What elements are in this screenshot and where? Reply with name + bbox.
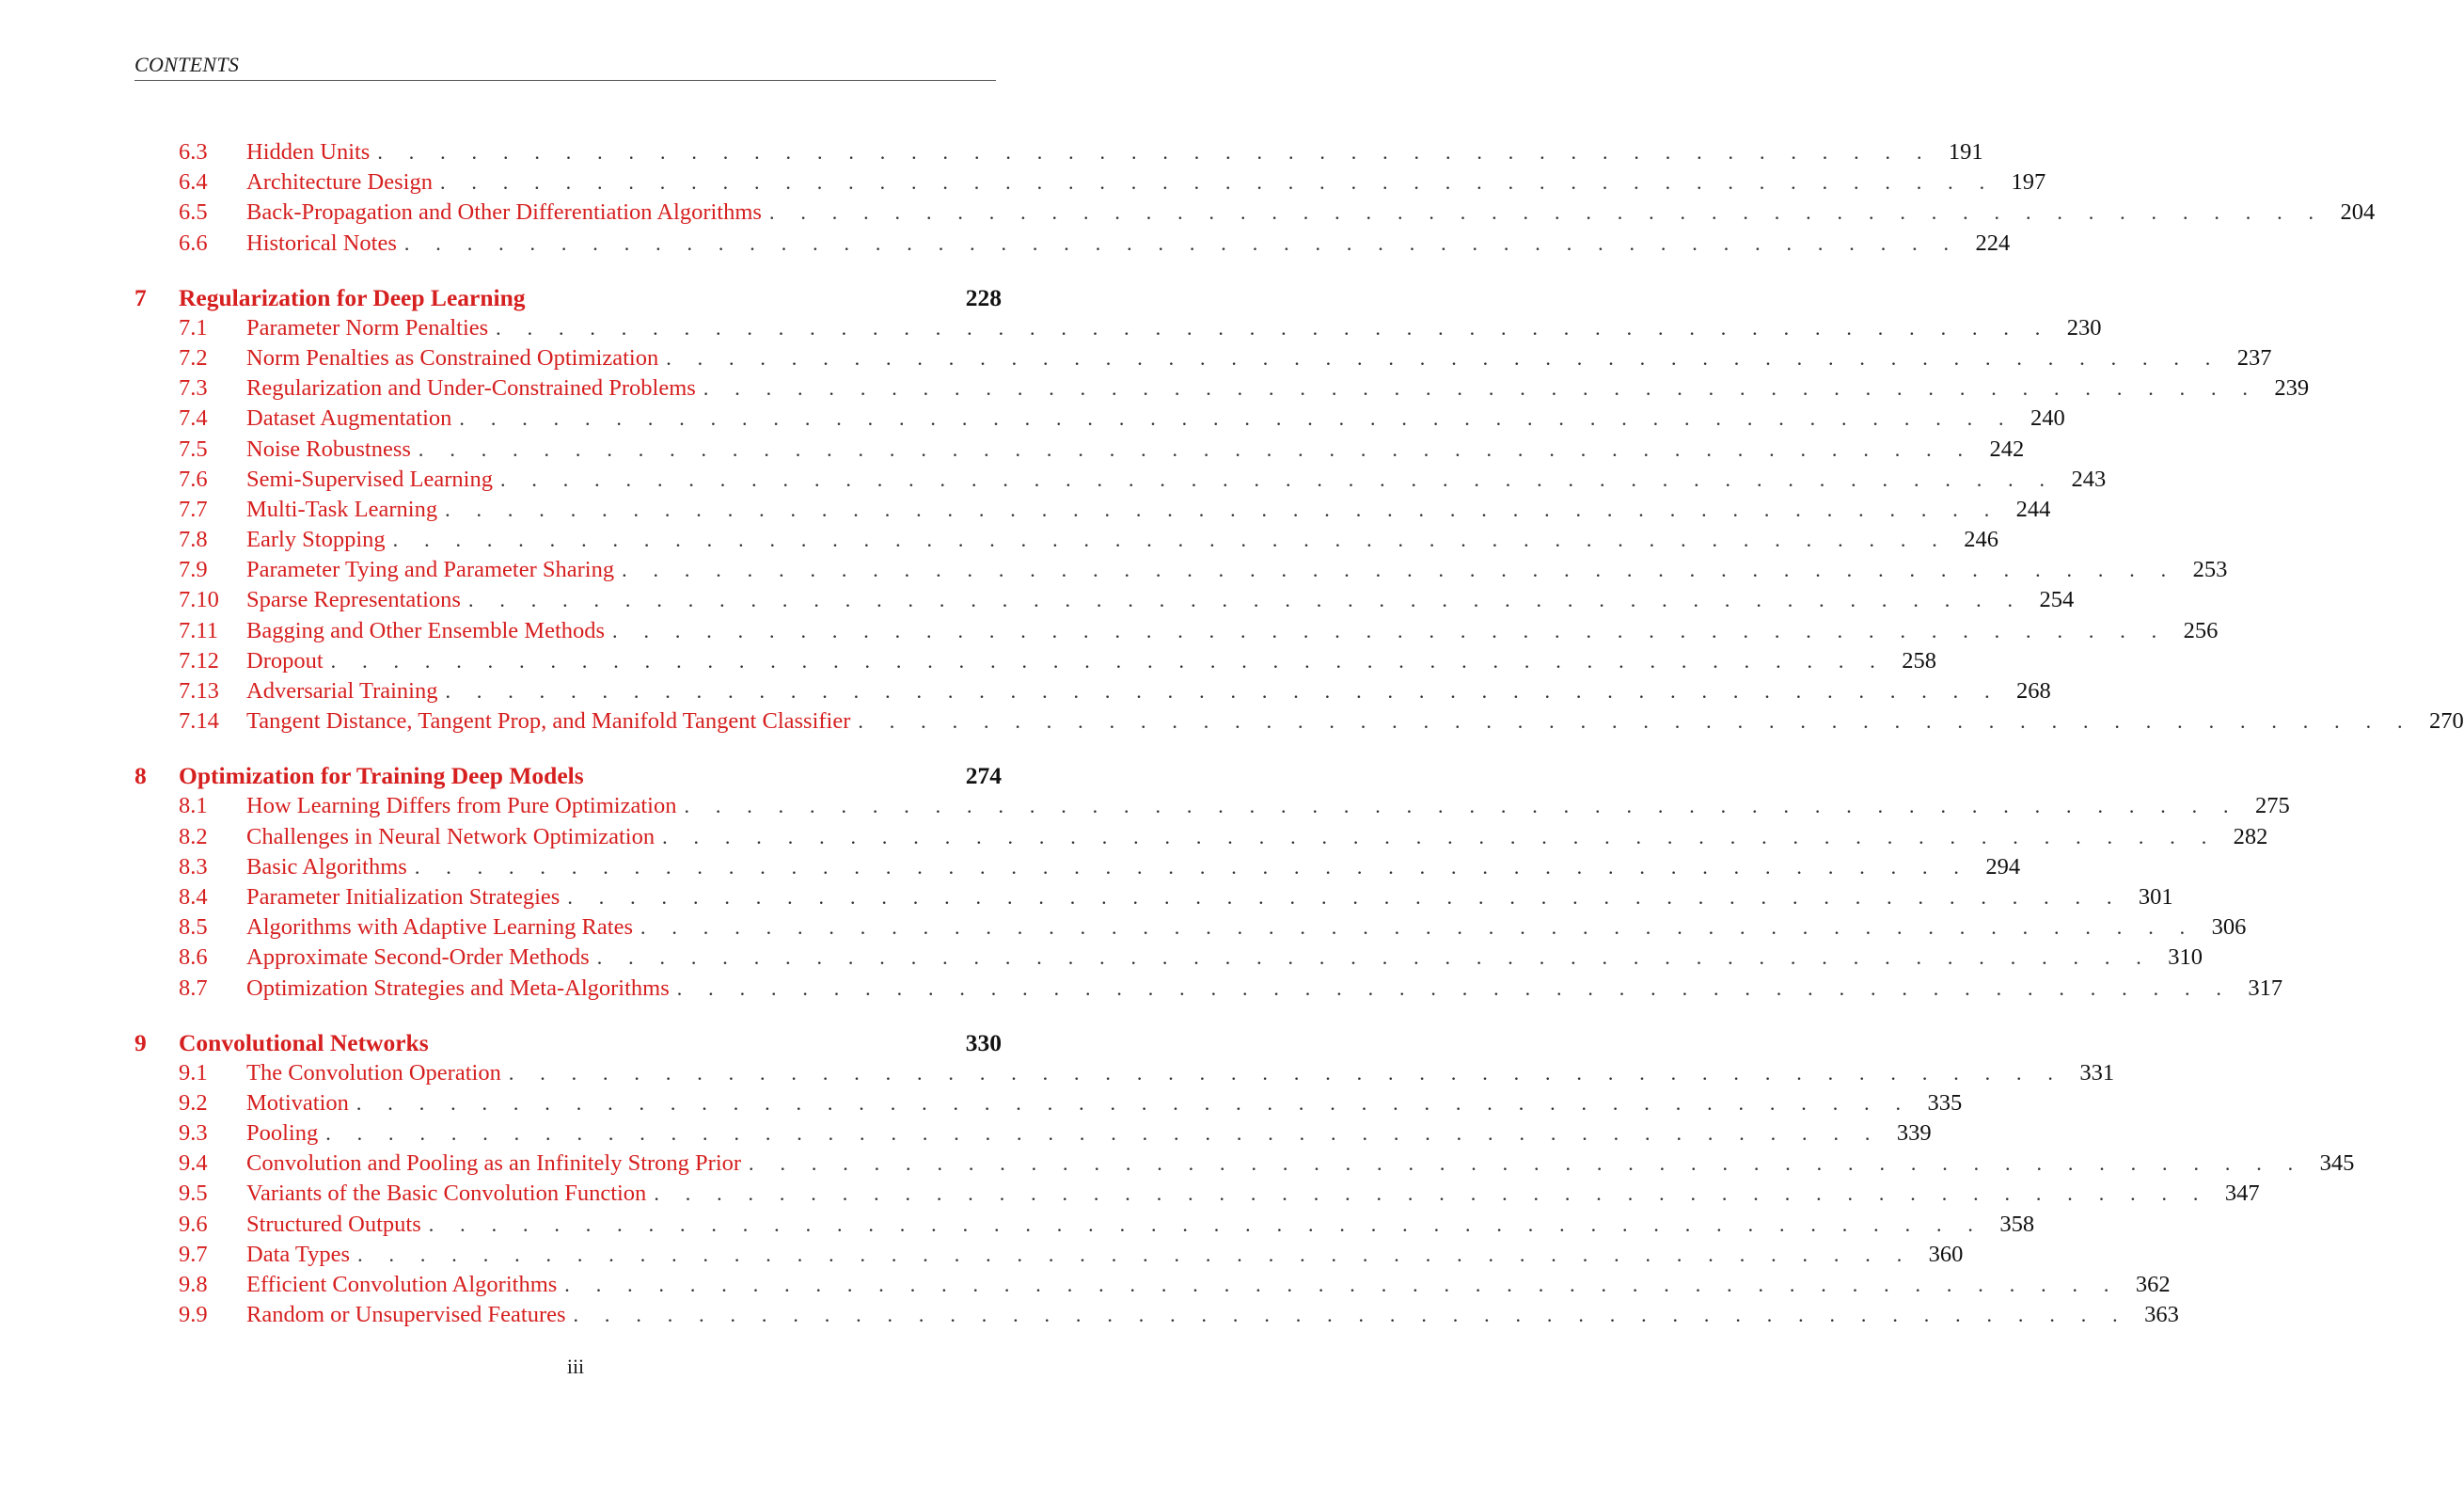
chapter-heading-link[interactable] xyxy=(134,760,1002,791)
toc-chapter xyxy=(134,1027,2355,1331)
section-number: 8.3 xyxy=(179,853,208,880)
section-number: 7.6 xyxy=(179,466,208,492)
toc-section-link[interactable] xyxy=(134,435,2025,465)
dot-leader: . . . . . . . . . . . . . . . . . . . . . . . . . . . . . . . . . . . . . . . . . . . . . . . . . . xyxy=(418,436,1974,461)
section-number: 7.5 xyxy=(179,436,208,462)
toc-section-link[interactable] xyxy=(134,943,2203,973)
dot-leader: . . . . . . . . . . . . . . . . . . . . . . . . . . . . . . . . . . . . . . . . . . . . . . . . . . xyxy=(357,1242,1913,1266)
section-title: Optimization Strategies and Meta-Algorithms xyxy=(246,975,670,1001)
toc-section-link[interactable] xyxy=(134,822,2268,852)
toc-section-link[interactable] xyxy=(134,1118,1932,1149)
section-number: 8.5 xyxy=(179,914,208,941)
section-number: 8.6 xyxy=(179,944,208,971)
dot-leader: . . . . . . . . . . . . . . . . . . . . . . . . . . . . . . . . . . . . . . . . . . . . . . . . . . xyxy=(330,648,1886,673)
chapter-title: Optimization for Training Deep Models xyxy=(179,762,584,790)
section-title: How Learning Differs from Pure Optimization xyxy=(246,793,677,819)
toc-section-link[interactable] xyxy=(134,167,2046,198)
toc-section-link[interactable] xyxy=(134,404,2065,434)
toc-section-link[interactable] xyxy=(134,585,2075,615)
section-page-number: 197 xyxy=(2011,169,2046,196)
dot-leader: . . . . . . . . . . . . . . . . . . . . . . . . . . . . . . . . . . . . . . . . . . . . . . . . . . xyxy=(355,1090,1912,1115)
dot-leader: . . . . . . . . . . . . . . . . . . . . . . . . . . . . . . . . . . . . . . . . . . . . . . . . . . xyxy=(703,376,2259,401)
dot-leader: . . . . . . . . . . . . . . . . . . . . . . . . . . . . . . . . . . . . . . . . . . . . . . . . . . xyxy=(596,945,2153,970)
running-head xyxy=(134,53,996,81)
section-page-number: 256 xyxy=(2183,617,2219,643)
section-title: Pooling xyxy=(246,1120,319,1147)
toc-section-link[interactable] xyxy=(134,1058,2115,1088)
toc-section-link[interactable] xyxy=(134,1270,2171,1300)
section-page-number: 363 xyxy=(2144,1302,2179,1328)
dot-leader: . . . . . . . . . . . . . . . . . . . . . . . . . . . . . . . . . . . . . . . . . . . . . . . . . . xyxy=(499,467,2056,491)
section-number: 9.4 xyxy=(179,1150,208,1177)
dot-leader: . . . . . . . . . . . . . . . . . . . . . . . . . . . . . . . . . . . . . . . . . . . . . . . . . . xyxy=(445,497,2000,521)
dot-leader: . . . . . . . . . . . . . . . . . . . . . . . . . . . . . . . . . . . . . . . . . . . . . . . . . . xyxy=(459,406,2014,431)
chapter-title: Convolutional Networks xyxy=(179,1028,429,1056)
dot-leader: . . . . . . . . . . . . . . . . . . . . . . . . . . . . . . . . . . . . . . . . . . . . . . . . . . xyxy=(564,1273,2120,1296)
section-title: Sparse Representations xyxy=(246,587,461,613)
dot-leader: . . . . . . . . . . . . . . . . . . . . . . . . . . . . . . . . . . . . . . . . . . . . . . . . . . xyxy=(496,315,2051,340)
section-number: 6.3 xyxy=(179,139,208,165)
section-page-number: 331 xyxy=(2079,1059,2115,1086)
toc-section-link[interactable] xyxy=(134,1149,2355,1179)
section-number: 8.7 xyxy=(179,975,208,1001)
section-title: Tangent Distance, Tangent Prop, and Manifold Tangent Classifier xyxy=(246,708,851,735)
section-title: Parameter Norm Penalties xyxy=(246,314,489,341)
dot-leader: . . . . . . . . . . . . . . . . . . . . . . . . . . . . . . . . . . . . . . . . . . . . . . . . . . xyxy=(567,884,2123,909)
section-title: The Convolution Operation xyxy=(246,1059,501,1086)
toc-section-link[interactable] xyxy=(134,974,2283,1004)
section-number: 7.13 xyxy=(179,678,219,704)
section-number: 6.4 xyxy=(179,169,208,196)
toc-section-link[interactable] xyxy=(134,465,2107,495)
section-number: 7.10 xyxy=(179,587,219,613)
chapter-page-number: 228 xyxy=(965,283,1002,311)
chapter-number: 7 xyxy=(134,283,147,311)
dot-leader: . . . . . . . . . . . . . . . . . . . . . . . . . . . . . . . . . . . . . . . . . . . . . . . . . . xyxy=(508,1060,2064,1085)
section-page-number: 258 xyxy=(1902,647,1936,674)
toc-section-link[interactable] xyxy=(134,229,2011,259)
section-number: 7.11 xyxy=(179,617,218,643)
section-number: 9.9 xyxy=(179,1302,208,1328)
chapter-heading-link[interactable] xyxy=(134,1027,1002,1058)
dot-leader: . . . . . . . . . . . . . . . . . . . . . . . . . . . . . . . . . . . . . . . . . . . . . . . . . . xyxy=(749,1151,2304,1176)
toc-section-link[interactable] xyxy=(134,198,2376,228)
chapter-page-number: 274 xyxy=(965,762,1002,790)
dot-leader: . . . . . . . . . . . . . . . . . . . . . . . . . . . . . . . . . . . . . . . . . . . . . . . . . . xyxy=(445,679,2000,703)
section-number: 9.3 xyxy=(179,1120,208,1147)
chapter-page-number: 330 xyxy=(965,1028,1002,1056)
toc-section-link[interactable] xyxy=(134,791,2290,821)
section-page-number: 360 xyxy=(1928,1241,1964,1267)
section-page-number: 345 xyxy=(2319,1150,2355,1177)
section-number: 9.8 xyxy=(179,1272,208,1297)
section-title: Bagging and Other Ensemble Methods xyxy=(246,617,606,643)
section-title: Back-Propagation and Other Differentiation Algorithms xyxy=(246,199,762,226)
section-title: Early Stopping xyxy=(246,527,386,553)
section-number: 6.5 xyxy=(179,199,208,226)
section-title: Regularization and Under-Constrained Problems xyxy=(246,375,696,402)
section-page-number: 242 xyxy=(1989,436,2025,462)
section-title: Motivation xyxy=(246,1089,349,1116)
section-page-number: 358 xyxy=(1999,1211,2035,1237)
toc-section-link[interactable] xyxy=(134,1240,1964,1270)
toc-section-link[interactable] xyxy=(134,1300,2179,1330)
section-page-number: 246 xyxy=(1964,527,1998,553)
toc-section-link[interactable] xyxy=(134,706,2464,737)
section-page-number: 362 xyxy=(2135,1272,2171,1297)
chapter-heading-link[interactable] xyxy=(134,282,1002,313)
section-page-number: 268 xyxy=(2016,678,2051,704)
section-title: Multi-Task Learning xyxy=(246,496,438,522)
toc-section-link[interactable] xyxy=(134,646,1936,676)
section-page-number: 282 xyxy=(2233,823,2268,849)
toc-section-link[interactable] xyxy=(134,676,2051,706)
section-title: Hidden Units xyxy=(246,139,371,165)
toc-section-link[interactable] xyxy=(134,373,2310,404)
section-number: 8.4 xyxy=(179,883,208,910)
dot-leader: . . . . . . . . . . . . . . . . . . . . . . . . . . . . . . . . . . . . . . . . . . . . . . . . . . xyxy=(676,975,2233,1000)
section-title: Approximate Second-Order Methods xyxy=(246,944,590,971)
section-number: 9.5 xyxy=(179,1181,208,1207)
toc-section-link[interactable] xyxy=(134,1088,1963,1118)
section-page-number: 254 xyxy=(2039,587,2075,613)
section-number: 7.1 xyxy=(179,314,208,341)
dot-leader: . . . . . . . . . . . . . . . . . . . . . . . . . . . . . . . . . . . . . . . . . . . . . . . . . . xyxy=(654,1181,2209,1206)
section-page-number: 301 xyxy=(2138,883,2173,910)
toc-section-link[interactable] xyxy=(134,555,2228,585)
chapter-number: 8 xyxy=(134,762,147,790)
section-title: Algorithms with Adaptive Learning Rates xyxy=(246,914,633,941)
section-number: 7.14 xyxy=(179,708,219,735)
dot-leader: . . . . . . . . . . . . . . . . . . . . . . . . . . . . . . . . . . . . . . . . . . . . . . . . . . xyxy=(684,794,2239,818)
toc-section-link[interactable] xyxy=(134,495,2051,525)
dot-leader: . . . . . . . . . . . . . . . . . . . . . . . . . . . . . . . . . . . . . . . . . . . . . . . . . . xyxy=(439,170,1996,195)
section-title: Random or Unsupervised Features xyxy=(246,1302,566,1328)
section-page-number: 339 xyxy=(1896,1120,1932,1147)
section-page-number: 244 xyxy=(2015,496,2051,522)
dot-leader: . . . . . . . . . . . . . . . . . . . . . . . . . . . . . . . . . . . . . . . . . . . . . . . . . . xyxy=(392,528,1948,552)
section-page-number: 230 xyxy=(2066,314,2102,341)
section-number: 9.2 xyxy=(179,1089,208,1116)
dot-leader: . . . . . . . . . . . . . . . . . . . . . . . . . . . . . . . . . . . . . . . . . . . . . . . . . . xyxy=(467,588,2024,612)
section-title: Architecture Design xyxy=(246,169,433,196)
toc-section-link[interactable] xyxy=(134,852,2021,882)
section-title: Dropout xyxy=(246,647,324,674)
section-page-number: 317 xyxy=(2248,975,2283,1001)
section-title: Basic Algorithms xyxy=(246,853,407,880)
page-number: iii xyxy=(566,1355,585,1378)
section-number: 7.3 xyxy=(179,375,208,402)
dot-leader: . . . . . . . . . . . . . . . . . . . . . . . . . . . . . . . . . . . . . . . . . . . . . . . . . . xyxy=(377,140,1933,164)
section-title: Parameter Initialization Strategies xyxy=(246,883,561,910)
dot-leader: . . . . . . . . . . . . . . . . . . . . . . . . . . . . . . . . . . . . . . . . . . . . . . . . . . xyxy=(403,230,1960,255)
toc-section-link[interactable] xyxy=(134,1210,2035,1240)
section-page-number: 310 xyxy=(2168,944,2203,971)
section-page-number: 224 xyxy=(1975,230,2011,256)
section-page-number: 294 xyxy=(1985,853,2021,880)
dot-leader: . . . . . . . . . . . . . . . . . . . . . . . . . . . . . . . . . . . . . . . . . . . . . . . . . . xyxy=(640,915,2196,940)
section-page-number: 204 xyxy=(2340,199,2376,226)
toc-section-link[interactable] xyxy=(134,313,2102,343)
section-page-number: 347 xyxy=(2224,1181,2260,1207)
dot-leader: . . . . . . . . . . . . . . . . . . . . . . . . . . . . . . . . . . . . . . . . . . . . . . . . . . xyxy=(325,1121,1881,1146)
toc-section-link[interactable] xyxy=(134,912,2247,943)
section-page-number: 240 xyxy=(2030,405,2065,432)
section-title: Convolution and Pooling as an Infinitely Strong Prior xyxy=(246,1150,742,1177)
dot-leader: . . . . . . . . . . . . . . . . . . . . . . . . . . . . . . . . . . . . . . . . . . . . . . . . . . xyxy=(662,824,2218,848)
section-page-number: 237 xyxy=(2236,344,2272,371)
dot-leader: . . . . . . . . . . . . . . . . . . . . . . . . . . . . . . . . . . . . . . . . . . . . . . . . . . xyxy=(612,618,2168,642)
dot-leader: . . . . . . . . . . . . . . . . . . . . . . . . . . . . . . . . . . . . . . . . . . . . . . . . . . xyxy=(768,200,2325,225)
toc-chapter xyxy=(134,760,2290,1003)
section-page-number: 253 xyxy=(2192,557,2228,583)
section-title: Parameter Tying and Parameter Sharing xyxy=(246,557,615,583)
toc-section-link[interactable] xyxy=(134,882,2173,912)
section-title: Variants of the Basic Convolution Function xyxy=(246,1181,647,1207)
section-page-number: 243 xyxy=(2071,466,2107,492)
section-number: 7.8 xyxy=(179,527,208,553)
section-number: 9.6 xyxy=(179,1211,208,1237)
section-title: Dataset Augmentation xyxy=(246,405,452,432)
section-page-number: 239 xyxy=(2274,375,2310,402)
section-title: Structured Outputs xyxy=(246,1211,421,1237)
section-number: 7.7 xyxy=(179,496,208,522)
toc-section-link[interactable] xyxy=(134,616,2219,646)
dot-leader: . . . . . . . . . . . . . . . . . . . . . . . . . . . . . . . . . . . . . . . . . . . . . . . . . . xyxy=(428,1212,1984,1236)
dot-leader: . . . . . . . . . . . . . . . . . . . . . . . . . . . . . . . . . . . . . . . . . . . . . . . . . . xyxy=(666,345,2221,370)
section-page-number: 335 xyxy=(1927,1089,1963,1116)
toc-section-link[interactable] xyxy=(134,1179,2260,1209)
chapter-title: Regularization for Deep Learning xyxy=(179,283,526,311)
toc-section-link[interactable] xyxy=(134,137,1983,167)
toc-chapter xyxy=(134,137,2376,259)
section-number: 7.2 xyxy=(179,344,208,371)
toc-chapter xyxy=(134,282,2464,737)
section-title: Semi-Supervised Learning xyxy=(246,466,493,492)
dot-leader: . . . . . . . . . . . . . . . . . . . . . . . . . . . . . . . . . . . . . . . . . . . . . . . . . . xyxy=(622,558,2177,582)
section-title: Efficient Convolution Algorithms xyxy=(246,1272,558,1297)
section-number: 9.1 xyxy=(179,1059,208,1086)
dot-leader: . . . . . . . . . . . . . . . . . . . . . . . . . . . . . . . . . . . . . . . . . . . . . . . . . . xyxy=(858,709,2413,734)
section-title: Noise Robustness xyxy=(246,436,411,462)
section-title: Norm Penalties as Constrained Optimization xyxy=(246,344,659,371)
table-of-contents xyxy=(134,137,2464,1354)
running-head-title: CONTENTS xyxy=(134,53,240,76)
section-number: 6.6 xyxy=(179,230,208,256)
section-number: 7.9 xyxy=(179,557,208,583)
section-number: 8.1 xyxy=(179,793,208,819)
section-number: 9.7 xyxy=(179,1241,208,1267)
dot-leader: . . . . . . . . . . . . . . . . . . . . . . . . . . . . . . . . . . . . . . . . . . . . . . . . . . xyxy=(573,1303,2128,1327)
section-title: Challenges in Neural Network Optimization xyxy=(246,823,655,849)
section-page-number: 270 xyxy=(2428,708,2464,735)
section-number: 7.4 xyxy=(179,405,208,432)
section-title: Data Types xyxy=(246,1241,351,1267)
section-title: Historical Notes xyxy=(246,230,397,256)
section-number: 7.12 xyxy=(179,647,219,674)
section-title: Adversarial Training xyxy=(246,678,438,704)
chapter-number: 9 xyxy=(134,1028,147,1056)
section-page-number: 306 xyxy=(2211,914,2247,941)
dot-leader: . . . . . . . . . . . . . . . . . . . . . . . . . . . . . . . . . . . . . . . . . . . . . . . . . . xyxy=(414,854,1970,879)
section-page-number: 275 xyxy=(2255,793,2290,819)
toc-section-link[interactable] xyxy=(134,525,1998,555)
section-page-number: 191 xyxy=(1948,139,1983,165)
section-number: 8.2 xyxy=(179,823,208,849)
toc-section-link[interactable] xyxy=(134,343,2272,373)
